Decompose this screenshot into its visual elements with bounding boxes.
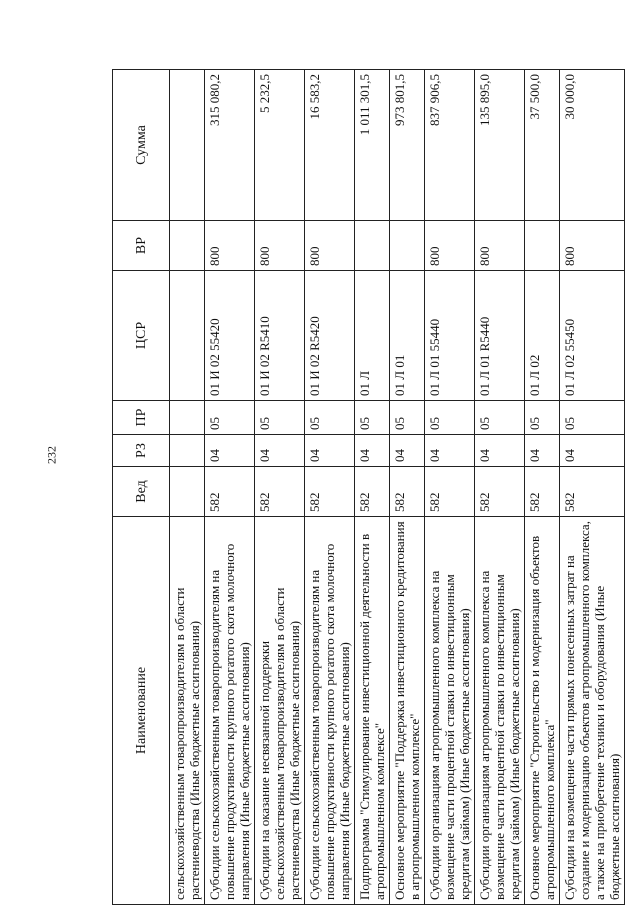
row-sum: 16 583,2 — [305, 70, 355, 221]
row-rz: 04 — [305, 435, 355, 467]
row-ved: 582 — [255, 467, 305, 517]
row-sum — [170, 70, 205, 221]
row-rz: 04 — [560, 435, 625, 467]
row-pr: 05 — [355, 401, 390, 435]
header-sum: Сумма — [113, 70, 170, 221]
row-pr: 05 — [425, 401, 475, 435]
row-csr: 01 Л 01 R5440 — [475, 271, 525, 401]
row-sum: 5 232,5 — [255, 70, 305, 221]
row-ved: 582 — [390, 467, 425, 517]
row-sum: 973 801,5 — [390, 70, 425, 221]
row-name: сельскохозяйственным товаропроизводителям в области растениеводства (Иные бюджетные ассигнования) — [170, 517, 205, 905]
row-name: Субсидии организациям агропромышленного комплекса на возмещение части процентной ставки по инвестиционным кредитам (займам) (Иные бюджетные ассигнования) — [425, 517, 475, 905]
header-pr: ПР — [113, 401, 170, 435]
table-header-row — [113, 70, 170, 905]
row-vr: 800 — [255, 221, 305, 271]
table-row — [255, 70, 305, 905]
row-ved: 582 — [525, 467, 560, 517]
header-ved: Вед — [113, 467, 170, 517]
table-row — [475, 70, 525, 905]
table-row — [355, 70, 390, 905]
row-sum: 315 080,2 — [205, 70, 255, 221]
row-sum: 30 000,0 — [560, 70, 625, 221]
row-vr: 800 — [425, 221, 475, 271]
header-csr: ЦСР — [113, 271, 170, 401]
row-rz: 04 — [475, 435, 525, 467]
row-name: Субсидии сельскохозяйственным товаропроизводителям на повышение продуктивности крупного рогатого скота молочного направления (Иные бюджетные ассигнования) — [205, 517, 255, 905]
table-row — [525, 70, 560, 905]
row-csr: 01 Л 01 — [390, 271, 425, 401]
table-row — [390, 70, 425, 905]
row-ved: 582 — [355, 467, 390, 517]
rotated-table-container — [112, 70, 622, 905]
table-row — [170, 70, 205, 905]
row-ved: 582 — [205, 467, 255, 517]
row-rz: 04 — [255, 435, 305, 467]
row-ved — [170, 467, 205, 517]
row-sum: 135 895,0 — [475, 70, 525, 221]
row-pr: 05 — [475, 401, 525, 435]
row-name: Подпрограмма "Стимулирование инвестиционной деятельности в агропромышленном комплексе" — [355, 517, 390, 905]
row-rz: 04 — [205, 435, 255, 467]
row-pr — [170, 401, 205, 435]
row-name: Субсидии на возмещение части прямых понесенных затрат на создание и модернизацию объектов агропромышленного комплекса, а также на приобретение техники и оборудования (Иные бюджетные ассигнования) — [560, 517, 625, 905]
row-pr: 05 — [205, 401, 255, 435]
row-ved: 582 — [560, 467, 625, 517]
table-row — [305, 70, 355, 905]
row-ved: 582 — [475, 467, 525, 517]
budget-table — [112, 69, 625, 905]
header-rz: РЗ — [113, 435, 170, 467]
row-pr: 05 — [305, 401, 355, 435]
row-vr — [355, 221, 390, 271]
row-name: Субсидии организациям агропромышленного комплекса на возмещение части процентной ставки по инвестиционным кредитам (займам) (Иные бюджетные ассигнования) — [475, 517, 525, 905]
row-vr: 800 — [305, 221, 355, 271]
row-pr: 05 — [560, 401, 625, 435]
row-csr: 01 Л — [355, 271, 390, 401]
row-sum: 837 906,5 — [425, 70, 475, 221]
row-rz: 04 — [355, 435, 390, 467]
row-name: Основное мероприятие "Поддержка инвестиционного кредитования в агропромышленном комплексе" — [390, 517, 425, 905]
row-pr: 05 — [390, 401, 425, 435]
row-vr: 800 — [475, 221, 525, 271]
row-name: Основное мероприятие "Строительство и модернизация объектов агропромышленного комплекса" — [525, 517, 560, 905]
table-row — [205, 70, 255, 905]
row-vr: 800 — [205, 221, 255, 271]
row-name: Субсидии на оказание несвязанной поддержки сельскохозяйственным товаропроизводителям в области растениеводства (Иные бюджетные ассигнования) — [255, 517, 305, 905]
header-vr: ВР — [113, 221, 170, 271]
row-vr — [525, 221, 560, 271]
table-row — [425, 70, 475, 905]
row-ved: 582 — [425, 467, 475, 517]
row-csr — [170, 271, 205, 401]
table-row — [560, 70, 625, 905]
row-vr — [170, 221, 205, 271]
row-csr: 01 Л 01 55440 — [425, 271, 475, 401]
row-name: Субсидии сельскохозяйственным товаропроизводителям на повышение продуктивности крупного рогатого скота молочного направления (Иные бюджетные ассигнования) — [305, 517, 355, 905]
row-vr — [390, 221, 425, 271]
row-sum: 1 011 301,5 — [355, 70, 390, 221]
row-csr: 01 И 02 R5410 — [255, 271, 305, 401]
row-csr: 01 И 02 R5420 — [305, 271, 355, 401]
row-rz — [170, 435, 205, 467]
header-name: Наименование — [113, 517, 170, 905]
row-sum: 37 500,0 — [525, 70, 560, 221]
page-number: 232 — [44, 446, 59, 464]
row-rz: 04 — [390, 435, 425, 467]
row-pr: 05 — [255, 401, 305, 435]
row-csr: 01 Л 02 55450 — [560, 271, 625, 401]
row-pr: 05 — [525, 401, 560, 435]
row-ved: 582 — [305, 467, 355, 517]
row-csr: 01 Л 02 — [525, 271, 560, 401]
row-rz: 04 — [525, 435, 560, 467]
row-vr: 800 — [560, 221, 625, 271]
row-csr: 01 И 02 55420 — [205, 271, 255, 401]
row-rz: 04 — [425, 435, 475, 467]
